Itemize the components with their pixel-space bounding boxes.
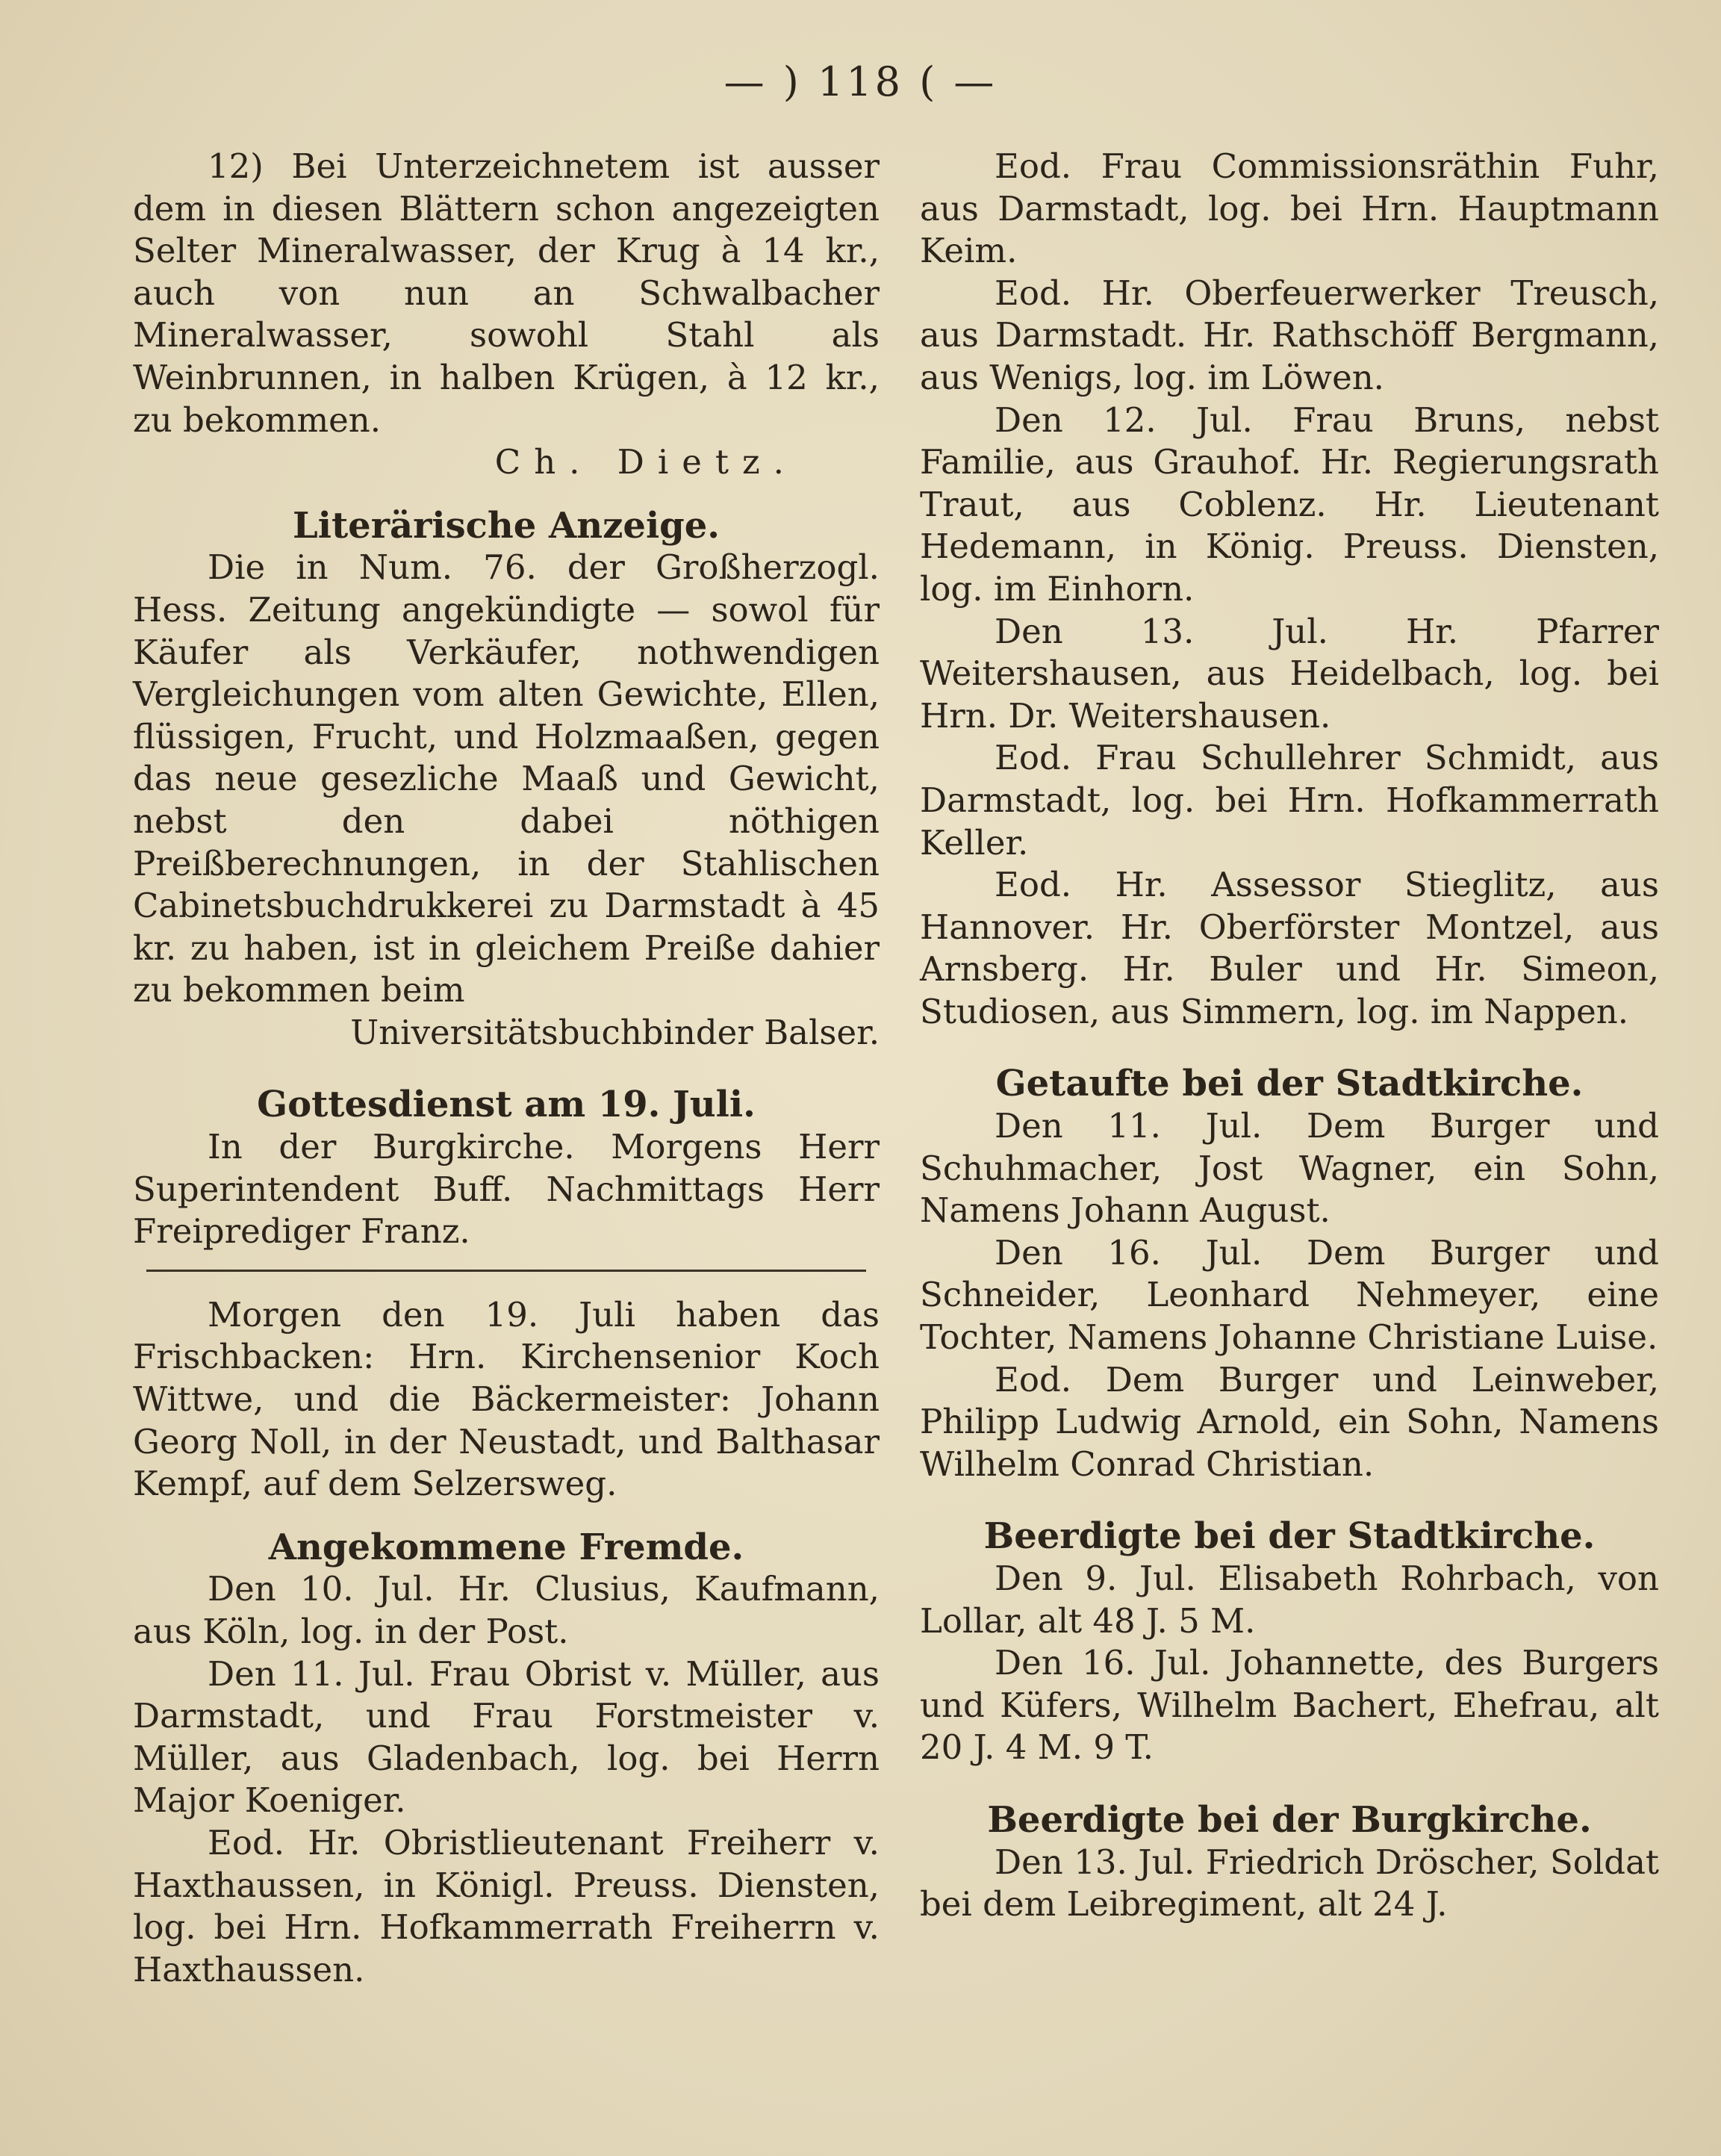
left-column [133,146,880,1991]
literary-notice-heading: Literärische Anzeige. [293,504,720,547]
arrival-entry: Eod. Hr. Oberfeuerwerker Treusch, aus Darmstadt. Hr. Rathschöff Bergmann, aus Wenigs, log. im Löwen. [920,273,1659,397]
arrival-entry: Eod. Hr. Assessor Stieglitz, aus Hannover. Hr. Oberförster Montzel, aus Arnsberg. Hr. Buler und Hr. Simeon, Studiosen, aus Simmern, log. im Nappen. [920,865,1659,1031]
arrival-entry: Eod. Hr. Obristlieutenant Freiherr v. Haxthaussen, in Königl. Preuss. Diensten, log. bei Hrn. Hofkammerrath Freiherrn v. Haxthaussen. [133,1822,880,1989]
arrival-entry: Den 10. Jul. Hr. Clusius, Kaufmann, aus Köln, log. in der Post. [133,1569,880,1651]
literary-notice-signature: Universitätsbuchbinder Balser. [350,1012,880,1052]
notice-12-text: 12) Bei Unterzeichnetem ist ausser dem in diesen Blättern schon angezeigten Selter Mineralwasser, der Krug à 14 kr., auch von nun an Schwalbacher Mineralwasser, sowohl Stahl als Weinbrunnen, in halben Krügen, à 12 kr., zu bekommen. [133,146,880,440]
arrival-entry: Eod. Frau Commissionsräthin Fuhr, aus Darmstadt, log. bei Hrn. Hauptmann Keim. [920,146,1659,271]
notice-12-signature: Ch. Dietz. [494,442,797,482]
section-divider [146,1270,866,1272]
literary-notice-text: Die in Num. 76. der Großherzogl. Hess. Zeitung angekündigte — sowol für Käufer als Verkäufer, nothwendigen Vergleichungen vom alten Gewichte, Ellen, flüssigen, Frucht, und Holzmaaßen, gegen das neue gesezliche Maaß und Gewicht, nebst den dabei nöthigen Preißberechnungen, in der Stahlischen Cabinetsbuchdrukkerei zu Darmstadt à 45 kr. zu haben, ist in gleichem Preiße dahier zu bekommen beim [133,547,880,1010]
page-number-header: — ) 118 ( — [723,58,998,105]
arrived-strangers-heading: Angekommene Fremde. [268,1526,744,1568]
arrival-entry: Den 12. Jul. Frau Bruns, nebst Familie, aus Grauhof. Hr. Regierungsrath Traut, aus Coblenz. Hr. Lieutenant Hedemann, in König. Preuss. Diensten, log. im Einhorn. [920,400,1659,609]
baptism-entry: Den 16. Jul. Dem Burger und Schneider, Leonhard Nehmeyer, eine Tochter, Namens Johanne Christiane Luise. [920,1232,1659,1358]
church-service-text: In der Burgkirche. Morgens Herr Superintendent Buff. Nachmittags Herr Freiprediger Franz. [133,1127,880,1252]
bakers-notice-text: Morgen den 19. Juli haben das Frischbacken: Hrn. Kirchensenior Koch Wittwe, und die Bäckermeister: Johann Georg Noll, in der Neustadt, und Balthasar Kempf, auf dem Selzersweg. [133,1294,880,1504]
arrival-entry: Eod. Frau Schullehrer Schmidt, aus Darmstadt, log. bei Hrn. Hofkammerrath Keller. [920,738,1659,863]
burial-entry: Den 9. Jul. Elisabeth Rohrbach, von Lollar, alt 48 J. 5 M. [920,1559,1659,1641]
buried-city-church-heading: Beerdigte bei der Stadtkirche. [983,1515,1596,1558]
arrival-entry: Den 13. Jul. Hr. Pfarrer Weitershausen, aus Heidelbach, log. bei Hrn. Dr. Weitershausen. [920,611,1659,736]
arrival-entry: Den 11. Jul. Frau Obrist v. Müller, aus Darmstadt, und Frau Forstmeister v. Müller, aus Gladenbach, log. bei Herrn Major Koeniger. [133,1653,880,1821]
right-column [920,146,1659,1926]
baptized-heading: Getaufte bei der Stadtkirche. [995,1063,1584,1105]
burial-entry: Den 13. Jul. Friedrich Dröscher, Soldat bei dem Leibregiment, alt 24 J. [920,1842,1659,1924]
baptism-entry: Den 11. Jul. Dem Burger und Schuhmacher, Jost Wagner, ein Sohn, Namens Johann August. [920,1106,1659,1231]
burial-entry: Den 16. Jul. Johannette, des Burgers und Küfers, Wilhelm Bachert, Ehefrau, alt 20 J. 4 M. 9 T. [920,1643,1659,1768]
church-service-heading: Gottesdienst am 19. Juli. [257,1084,756,1126]
baptism-entry: Eod. Dem Burger und Leinweber, Philipp Ludwig Arnold, ein Sohn, Namens Wilhelm Conrad Christian. [920,1359,1659,1484]
buried-castle-church-heading: Beerdigte bei der Burgkirche. [987,1798,1592,1841]
